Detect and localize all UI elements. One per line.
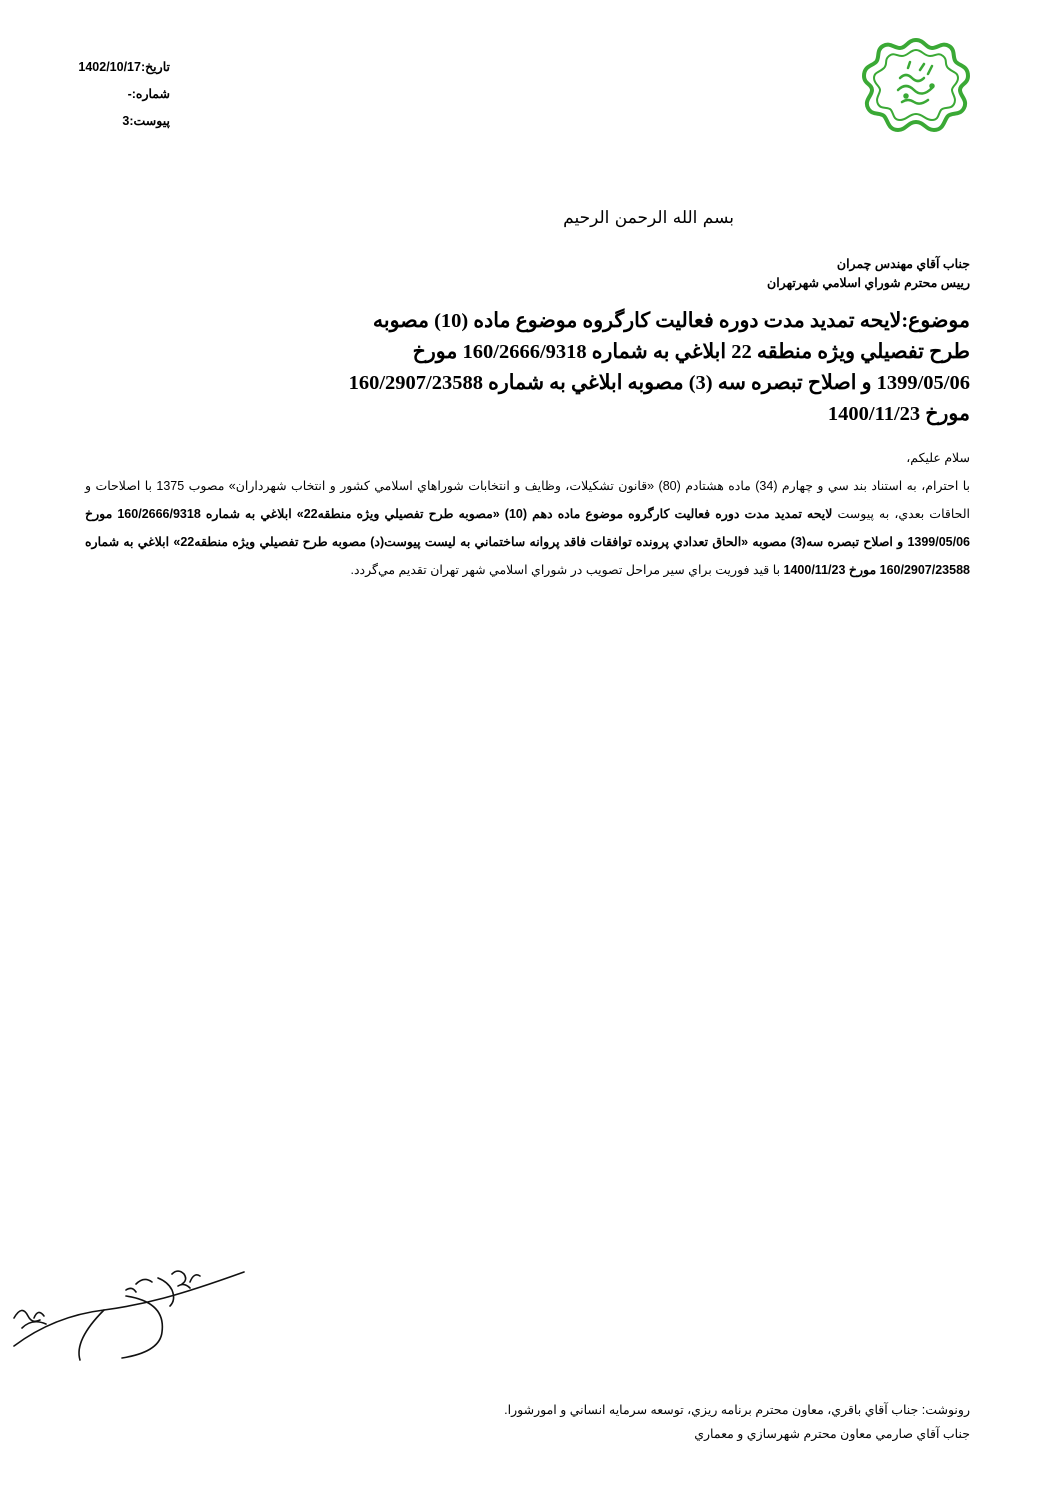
subject <box>330 306 970 430</box>
subject-text: لايحه تمديد مدت دوره فعاليت كارگروه موضوع ماده (10) مصوبه طرح تفصيلي ويژه منطقه 22 ابلاغي به شماره 160/2666/9318 مورخ 1399/05/06 و اصلاح تبصره سه (3) مصوبه ابلاغي به شماره 160/2907/23588 مورخ 1400/11/23 <box>348 310 970 425</box>
attachment-value: 3 <box>122 114 130 128</box>
cc-line-1: رونوشت: جناب آقاي باقري، معاون محترم برنامه ريزي، توسعه سرمايه انساني و امورشورا. <box>504 1403 970 1417</box>
body-paragraph <box>85 472 970 584</box>
date-row <box>30 54 170 81</box>
tehran-council-logo <box>862 34 970 134</box>
recipient-block <box>767 255 970 293</box>
basmala: بسم الله الرحمن الرحيم <box>563 208 734 228</box>
greeting: سلام عليكم، <box>906 451 970 465</box>
cc-line-2: جناب آقاي صارمي معاون محترم شهرسازي و معماري <box>694 1427 970 1441</box>
body-text-intro: با احترام، به استناد بند سي و چهارم (34) ماده هشتادم (80) «قانون تشكيلات، وظايف و انتخابات شوراهاي اسلامي كشور و انتخاب شهرداران» مصوب 1375 با اصلاحات و الحاقات بعدي، به پيوست <box>85 479 971 521</box>
cc-block <box>504 1398 970 1446</box>
attachment-row <box>30 108 170 135</box>
number-value: - <box>127 87 132 101</box>
number-label: شماره: <box>131 87 170 101</box>
date-label: تاريخ: <box>140 60 170 74</box>
letter-meta <box>30 54 170 135</box>
recipient-name: جناب آقاي مهندس چمران <box>836 257 970 271</box>
recipient-title: رييس محترم شوراي اسلامي شهرتهران <box>767 276 970 290</box>
subject-label: موضوع: <box>901 310 970 332</box>
date-value: 1402/10/17 <box>78 60 141 74</box>
body-text-bold: لايحه تمديد مدت دوره فعاليت كارگروه موضوع ماده دهم (10) «مصوبه طرح تفصيلي ويژه منطقه22» ابلاغي به شماره 160/2666/9318 مورخ 1399/05/06 و اصلاح تبصره سه(3) مصوبه «الحاق تعدادي پرونده توافقات فاقد پروانه ساختماني به ليست پيوست(د) مصوبه طرح تفصيلي ويژه منطقه22» ابلاغي به شماره 160/2907/23588 مورخ 1400/11/23 <box>85 507 971 577</box>
signature <box>8 1262 258 1362</box>
body-text-tail: با قيد فوريت براي سير مراحل تصويب در شوراي اسلامي شهر تهران تقديم مي‌گردد. <box>350 563 784 577</box>
letter-body <box>85 444 970 584</box>
number-row <box>30 81 170 108</box>
attachment-label: پيوست: <box>129 114 170 128</box>
